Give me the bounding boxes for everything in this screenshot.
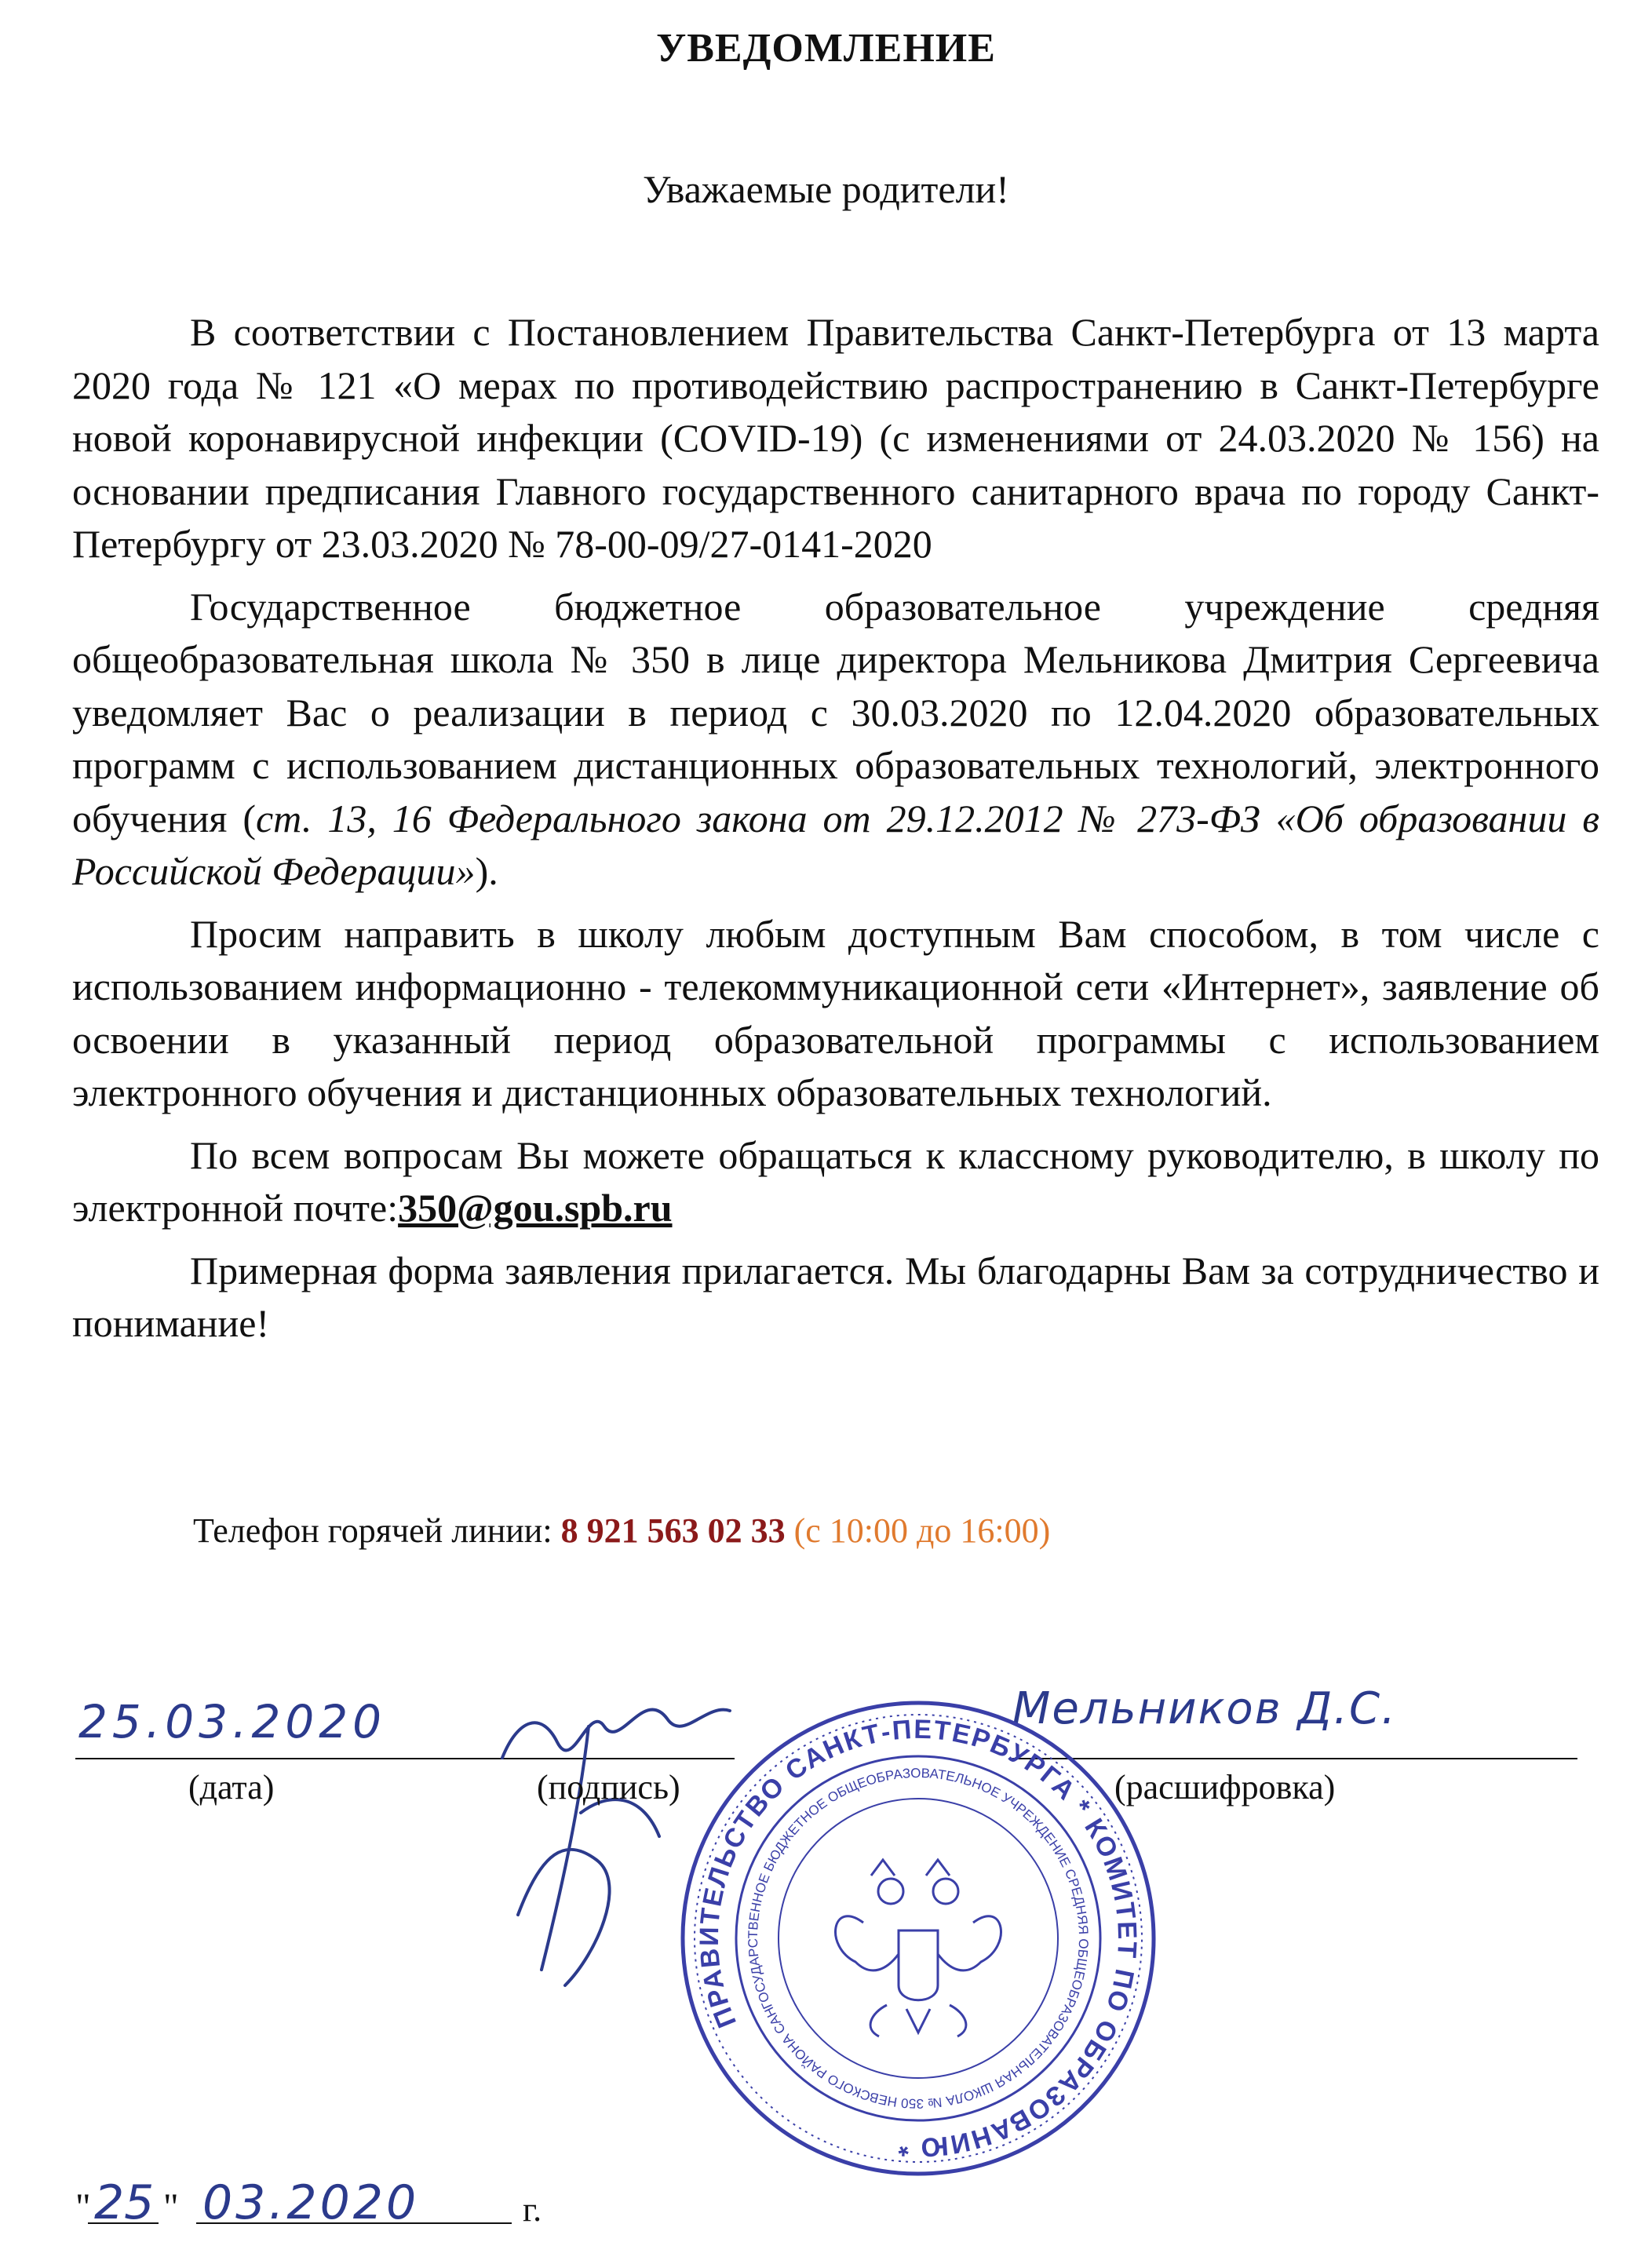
paragraph-notification-end: ). — [475, 849, 498, 893]
law-reference: ст. 13, 16 Федерального закона от 29.12.2012 № 273-ФЗ «Об образовании в Российской Федерации» — [72, 796, 1599, 893]
email-link[interactable]: 350@gou.spb.ru — [398, 1186, 673, 1230]
handwritten-date: 25.03.2020 — [78, 1695, 387, 1748]
document-body — [72, 306, 1599, 1351]
date-caption: (дата) — [188, 1768, 275, 1806]
document-title: УВЕДОМЛЕНИЕ — [656, 26, 996, 71]
footer-month-line — [196, 2222, 512, 2224]
signature-caption: (подпись) — [537, 1768, 680, 1806]
footer-quote-close: " — [163, 2186, 179, 2228]
paragraph-notification — [72, 581, 1599, 899]
greeting: Уважаемые родители! — [643, 167, 1009, 211]
official-seal — [675, 1695, 1162, 2182]
footer-quote-open: " — [75, 2186, 91, 2228]
hotline-hours: (с 10:00 до 16:00) — [793, 1511, 1051, 1550]
footer-year-suffix: г. — [523, 2190, 542, 2229]
svg-text:ГОСУДАРСТВЕННОЕ БЮДЖЕТНОЕ ОБЩЕ — [675, 1695, 1147, 2182]
paragraph-request: Просим направить в школу любым доступным Вам способом, в том числе с использованием информационно - телекоммуникационной сети «Интернет», заявление об освоении в указанный период образовательной программы с использованием электронного обучения и дистанционных образовательных технологий. — [72, 911, 1599, 1114]
contacts-text: По всем вопросам Вы можете обращаться к классному руководителю, в школу по электронной почте: — [72, 1132, 1599, 1230]
footer-day: 25 — [94, 2175, 155, 2230]
footer-day-line — [88, 2222, 159, 2224]
hotline — [193, 1511, 1050, 1551]
paragraph-thanks: Примерная форма заявления прилагается. Мы благодарны Вам за сотрудничество и понимание! — [72, 1248, 1599, 1345]
paragraph-notification-text: Государственное бюджетное образовательное учреждение средняя общеобразовательная школа № 350 в лице директора Мельникова Дмитрия Сергеевича уведомляет Вас о реализации в период с 30.03.2020 по 12.04.2020 образовательных программ с использованием дистанционных образовательных технологий, электронного обучения ( — [72, 584, 1599, 840]
handwritten-decoding: Мельников Д.С. — [1012, 1683, 1397, 1734]
paragraph-contacts — [72, 1129, 1599, 1235]
seal-inner-text: ГОСУДАРСТВЕННОЕ БЮДЖЕТНОЕ ОБЩЕОБРАЗОВАТЕЛЬНОЕ УЧРЕЖДЕНИЕ СРЕДНЯЯ ОБЩЕОБРАЗОВАТЕЛЬНАЯ ШКОЛА № 350 НЕВСКОГО РАЙОНА САНКТ-ПЕТЕРБУРГА — [745, 1765, 1092, 2112]
date-line — [75, 1758, 436, 1759]
hotline-phone: 8 921 563 02 33 — [560, 1511, 786, 1550]
hotline-label: Телефон горячей линии: — [193, 1511, 552, 1550]
paragraph-decree: В соответствии с Постановлением Правительства Санкт-Петербурга от 13 марта 2020 года № 121 «О мерах по противодействию распространению в Санкт-Петербурге новой коронавирусной инфекции (COVID-19) (с изменениями от 24.03.2020 № 156) на основании предписания Главного государственного санитарного врача по городу Санкт-Петербургу от 23.03.2020 № 78-00-09/27-0141-2020 — [72, 310, 1599, 566]
footer-month-year: 03.2020 — [202, 2175, 420, 2230]
seal-outer-text: ПРАВИТЕЛЬСТВО САНКТ-ПЕТЕРБУРГА * КОМИТЕТ ПО ОБРАЗОВАНИЮ * — [694, 1714, 1143, 2163]
decoding-caption: (расшифровка) — [1114, 1768, 1336, 1806]
eagle-emblem-icon — [836, 1860, 1001, 2036]
